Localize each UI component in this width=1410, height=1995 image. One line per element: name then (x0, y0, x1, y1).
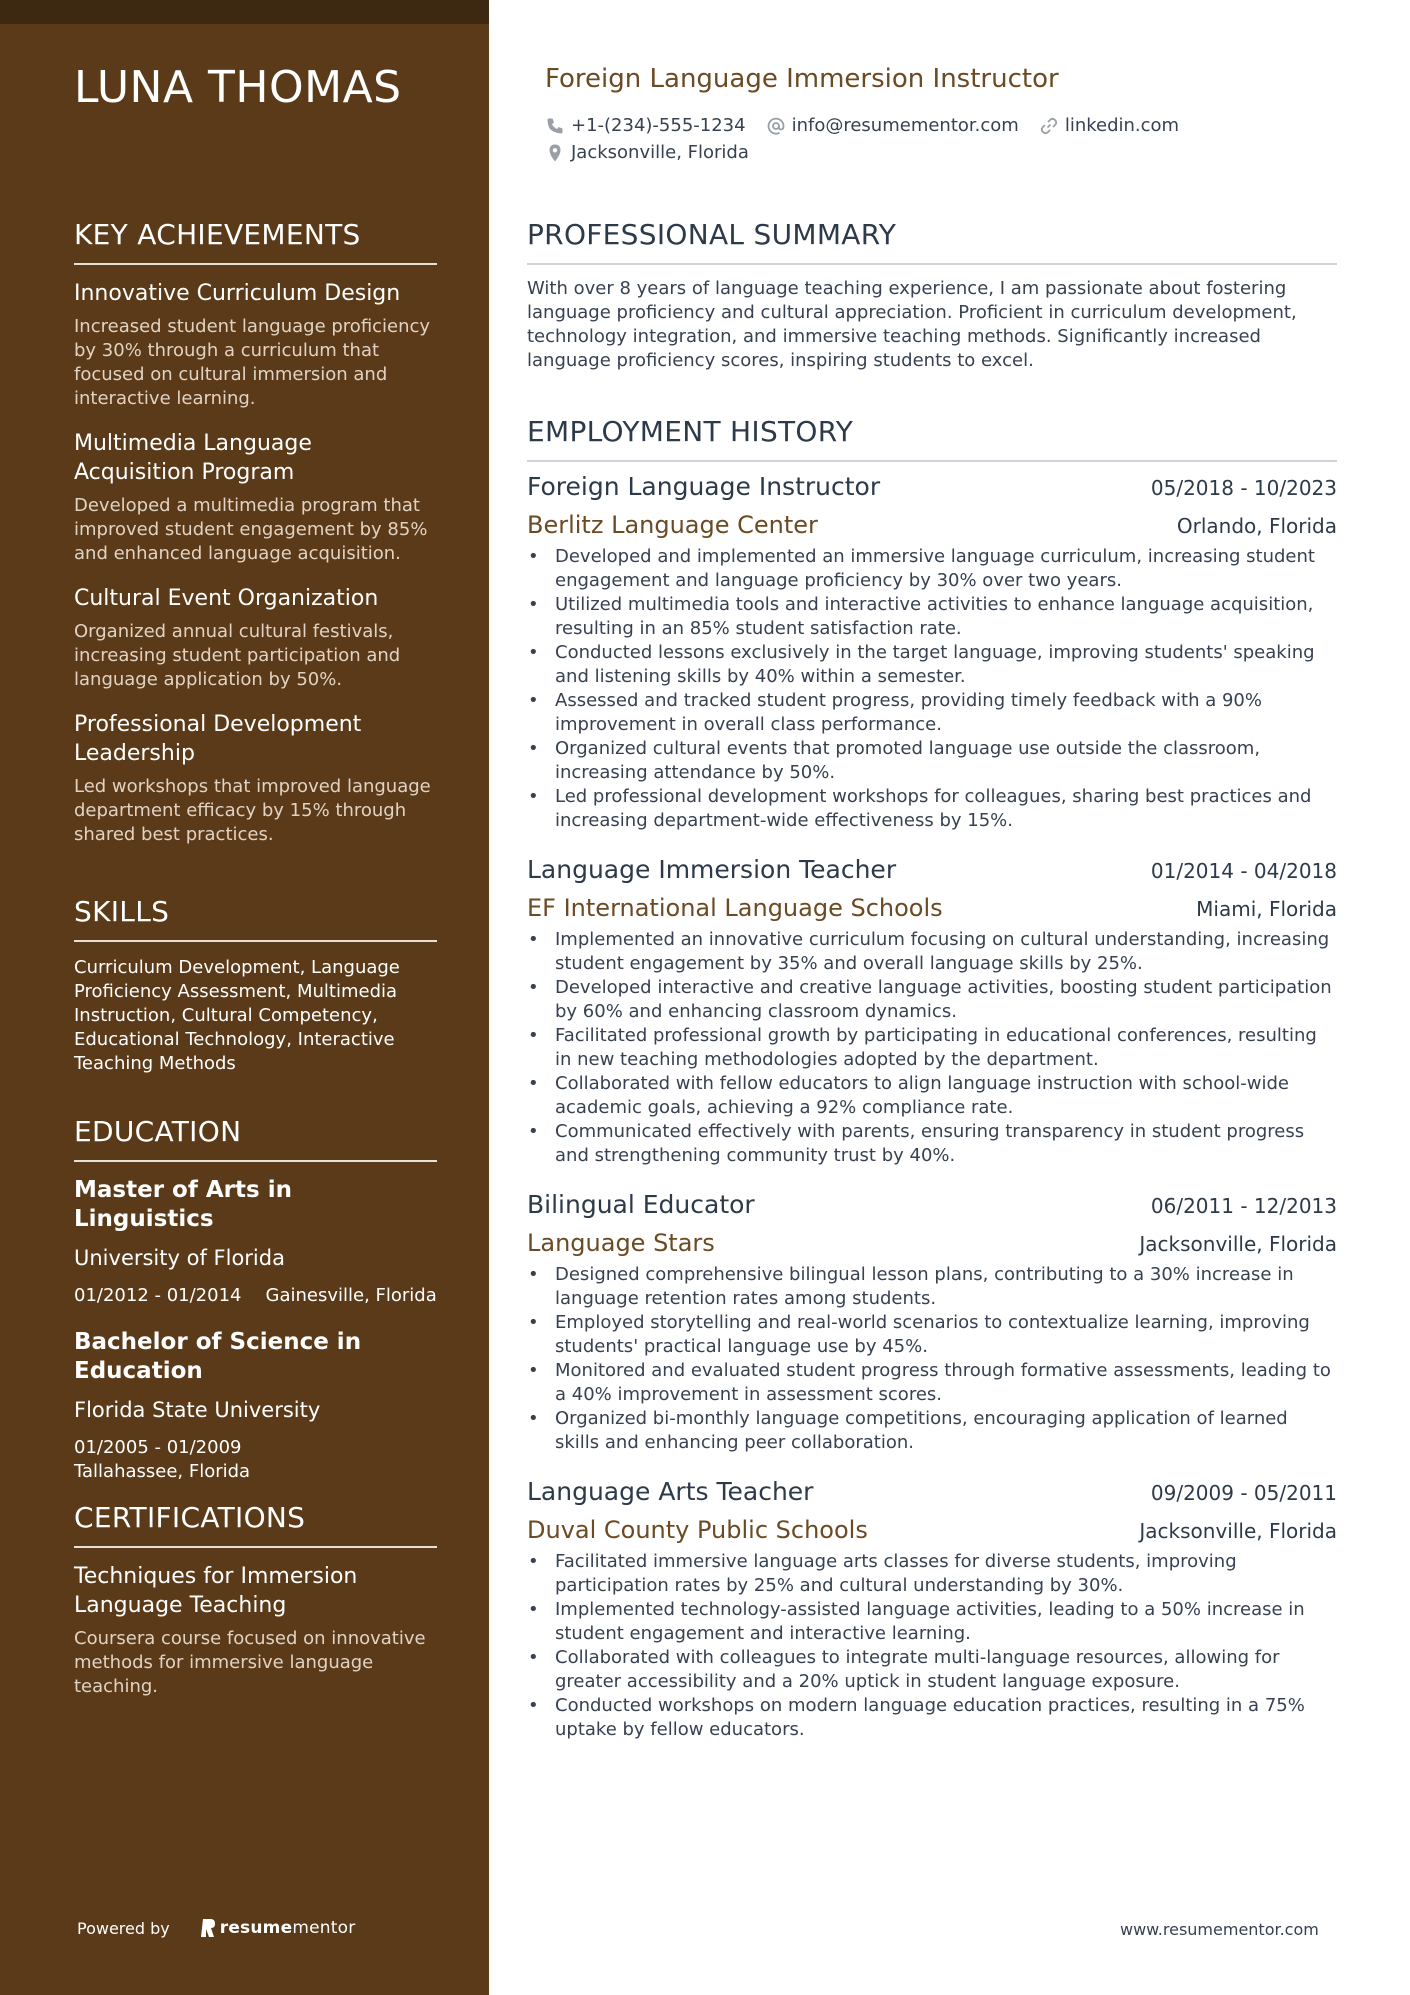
job-bullet: • Designed comprehensive bilingual lesson plans, contributing to a 30% increase in language retention rates among students. (527, 1263, 1337, 1311)
achievement-description: Led workshops that improved language department efficacy by 15% through shared best practices. (74, 776, 431, 845)
achievement-item (74, 710, 437, 847)
job-bullet: • Developed and implemented an immersive language curriculum, increasing student engagement and language proficiency by 30% over two years. (527, 545, 1337, 593)
job-subheader (527, 511, 1337, 539)
job-bullet: • Collaborated with fellow educators to align language instruction with school-wide academic goals, achieving a 92% compliance rate. (527, 1072, 1337, 1120)
company-name: EF International Language Schools (527, 894, 943, 922)
job-dates: 06/2011 - 12/2013 (1150, 1194, 1337, 1218)
job-bullet: • Organized cultural events that promoted language use outside the classroom, increasing attendance by 50%. (527, 737, 1337, 785)
job-bullets (527, 1550, 1337, 1742)
job-dates: 01/2014 - 04/2018 (1150, 859, 1337, 883)
email-contact[interactable] (766, 115, 1019, 136)
contact-info (545, 112, 1305, 166)
education-item (74, 1328, 437, 1484)
achievement-item (74, 584, 437, 692)
job-bullet: • Developed interactive and creative language activities, boosting student participation by 60% and enhancing classroom dynamics. (527, 976, 1337, 1024)
degree-title: Master of Arts in Linguistics (74, 1177, 292, 1232)
map-pin-icon (545, 143, 565, 163)
job-bullets (527, 1263, 1337, 1455)
key-achievements-section (74, 218, 437, 865)
school-name: Florida State University (74, 1398, 321, 1422)
resumementor-logo[interactable] (200, 1918, 356, 1938)
education-location: Tallahassee, Florida (74, 1461, 251, 1482)
job-bullet: • Employed storytelling and real-world scenarios to contextualize learning, improving students' practical language use by 45%. (527, 1311, 1337, 1359)
job-bullet: • Communicated effectively with parents, ensuring transparency in student progress and strengthening community trust by 40%. (527, 1120, 1337, 1168)
achievement-title: Multimedia Language Acquisition Program (74, 431, 312, 485)
company-name: Berlitz Language Center (527, 511, 818, 539)
job-subheader (527, 894, 1337, 922)
headline-title: Foreign Language Immersion Instructor (545, 64, 1059, 94)
school-name: University of Florida (74, 1246, 285, 1270)
phone-icon (545, 116, 565, 136)
skills-list: Curriculum Development, Language Proficiency Assessment, Multimedia Instruction, Cultural Competency, Educational Technology, Interactive Teaching Methods (74, 957, 400, 1074)
job-location: Jacksonville, Florida (1139, 1519, 1337, 1543)
at-sign-icon (766, 116, 786, 136)
job-bullet: • Led professional development workshops for colleagues, sharing best practices and increasing department-wide effectiveness by 15%. (527, 785, 1337, 833)
job-subheader (527, 1516, 1337, 1544)
achievement-title: Professional Development Leadership (74, 712, 362, 766)
job-entry (527, 1477, 1337, 1742)
phone-contact[interactable] (545, 115, 746, 136)
job-dates: 05/2018 - 10/2023 (1150, 476, 1337, 500)
skills-heading: SKILLS (74, 895, 437, 942)
candidate-name: LUNA THOMAS (74, 62, 402, 113)
job-location: Miami, Florida (1196, 897, 1337, 921)
job-entry (527, 855, 1337, 1168)
phone-number: +1-(234)-555-1234 (571, 115, 746, 136)
achievement-title: Cultural Event Organization (74, 586, 379, 611)
education-meta (74, 1436, 437, 1484)
job-role: Foreign Language Instructor (527, 472, 881, 501)
job-bullet: • Implemented an innovative curriculum focusing on cultural understanding, increasing student engagement by 35% and overall language skills by 25%. (527, 928, 1337, 976)
key-achievements-heading: KEY ACHIEVEMENTS (74, 218, 437, 265)
achievement-description: Developed a multimedia program that improved student engagement by 85% and enhanced language acquisition. (74, 495, 428, 564)
job-bullet: • Conducted lessons exclusively in the target language, improving students' speaking and listening skills by 40% within a semester. (527, 641, 1337, 689)
job-header (527, 855, 1337, 884)
job-bullet: • Utilized multimedia tools and interactive activities to enhance language acquisition, resulting in an 85% student satisfaction rate. (527, 593, 1337, 641)
achievement-title: Innovative Curriculum Design (74, 281, 401, 306)
job-header (527, 472, 1337, 501)
education-heading: EDUCATION (74, 1115, 437, 1162)
linkedin-contact[interactable] (1039, 115, 1179, 136)
job-role: Language Immersion Teacher (527, 855, 897, 884)
employment-heading: EMPLOYMENT HISTORY (527, 415, 1337, 462)
resumementor-logo-icon (200, 1918, 216, 1938)
powered-by-label: Powered by (77, 1918, 170, 1938)
job-bullet: • Conducted workshops on modern language education practices, resulting in a 75% uptake by fellow educators. (527, 1694, 1337, 1742)
brand-wordmark: resumementor (219, 1918, 356, 1938)
achievement-description: Organized annual cultural festivals, increasing student participation and language application by 50%. (74, 621, 401, 690)
education-dates: 01/2012 - 01/2014 (74, 1285, 242, 1306)
certification-description: Coursera course focused on innovative methods for immersive language teaching. (74, 1628, 426, 1697)
job-bullet: • Monitored and evaluated student progress through formative assessments, leading to a 40% improvement in assessment scores. (527, 1359, 1337, 1407)
job-location: Orlando, Florida (1176, 514, 1337, 538)
summary-text: With over 8 years of language teaching experience, I am passionate about fostering language proficiency and cultural appreciation. Proficient in curriculum development, technology integration, and immersive teaching methods. Significantly increased language proficiency scores, inspiring students to excel. (527, 278, 1297, 371)
job-bullet: • Collaborated with colleagues to integrate multi-language resources, allowing for greater accessibility and a 20% uptick in student language exposure. (527, 1646, 1337, 1694)
company-name: Language Stars (527, 1229, 715, 1257)
degree-title: Bachelor of Science in Education (74, 1329, 362, 1384)
job-header (527, 1477, 1337, 1506)
education-item (74, 1176, 437, 1308)
job-role: Language Arts Teacher (527, 1477, 814, 1506)
link-icon (1039, 116, 1059, 136)
job-bullet: • Assessed and tracked student progress, providing timely feedback with a 90% improvement in overall class performance. (527, 689, 1337, 737)
job-header (527, 1190, 1337, 1219)
sidebar-top-band (0, 0, 489, 24)
job-location: Jacksonville, Florida (1139, 1232, 1337, 1256)
certification-title: Techniques for Immersion Language Teaching (74, 1564, 358, 1618)
job-subheader (527, 1229, 1337, 1257)
education-location: Gainesville, Florida (265, 1285, 437, 1306)
powered-by (77, 1918, 355, 1938)
linkedin-url: linkedin.com (1064, 115, 1180, 136)
job-bullet: • Implemented technology-assisted language activities, leading to a 50% increase in student engagement and interactive learning. (527, 1598, 1337, 1646)
location-text: Jacksonville, Florida (571, 142, 749, 163)
job-bullet: • Facilitated immersive language arts classes for diverse students, improving participation rates by 25% and cultural understanding by 30%. (527, 1550, 1337, 1598)
certifications-heading: CERTIFICATIONS (74, 1501, 437, 1548)
certifications-section (74, 1501, 437, 1699)
job-bullet: • Facilitated professional growth by participating in educational conferences, resulting in new teaching methodologies adopted by the department. (527, 1024, 1337, 1072)
job-entry (527, 472, 1337, 833)
company-name: Duval County Public Schools (527, 1516, 868, 1544)
email-address: info@resumementor.com (791, 115, 1019, 136)
employment-history-section (527, 415, 1337, 1742)
education-meta (74, 1284, 437, 1308)
job-bullet: • Organized bi-monthly language competitions, encouraging application of learned skills and enhancing peer collaboration. (527, 1407, 1337, 1455)
sidebar (0, 0, 489, 1995)
contact-row (545, 139, 1305, 166)
professional-summary-section (527, 218, 1337, 373)
education-section (74, 1115, 437, 1484)
location-contact (545, 142, 749, 163)
education-dates: 01/2005 - 01/2009 (74, 1437, 242, 1458)
skills-section (74, 895, 437, 1076)
summary-heading: PROFESSIONAL SUMMARY (527, 218, 1337, 265)
job-bullets (527, 928, 1337, 1168)
achievement-item (74, 429, 437, 566)
footer-website-link[interactable]: www.resumementor.com (1120, 1920, 1319, 1939)
job-bullets (527, 545, 1337, 833)
job-role: Bilingual Educator (527, 1190, 755, 1219)
job-dates: 09/2009 - 05/2011 (1150, 1481, 1337, 1505)
job-entry (527, 1190, 1337, 1455)
achievement-description: Increased student language proficiency by 30% through a curriculum that focused on cultural immersion and interactive learning. (74, 316, 431, 409)
achievement-item (74, 279, 437, 411)
contact-row (545, 112, 1305, 139)
